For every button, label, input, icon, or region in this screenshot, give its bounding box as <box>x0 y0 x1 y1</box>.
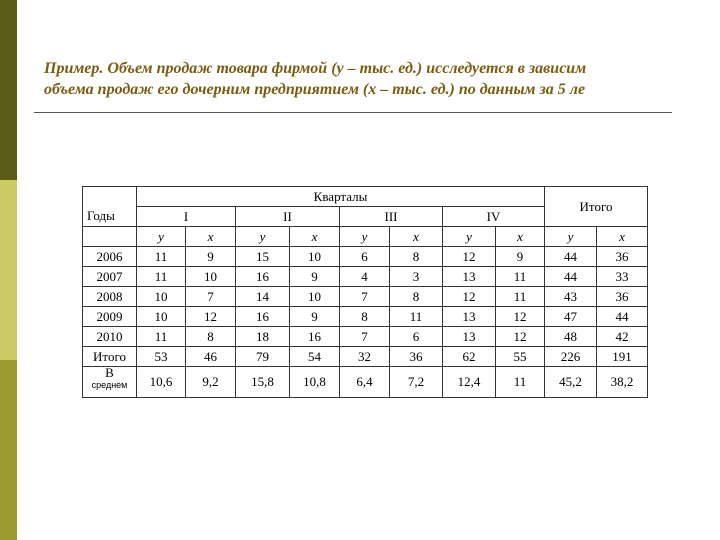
table-cell: 11 <box>496 267 545 287</box>
average-cell: 9,2 <box>186 367 236 398</box>
average-label <box>83 367 137 398</box>
table-cell: 44 <box>597 307 648 327</box>
table-cell: 6 <box>340 247 390 267</box>
average-cell: 10,8 <box>290 367 340 398</box>
sub-y: y <box>137 227 186 247</box>
row-label: 2009 <box>83 307 137 327</box>
table-cell: 7 <box>186 287 236 307</box>
table-cell: 6 <box>390 327 443 347</box>
table-cell: 54 <box>290 347 340 367</box>
quarter-header: II <box>236 207 340 227</box>
header-row-1 <box>83 187 648 207</box>
table-cell: 11 <box>390 307 443 327</box>
sub-y: y <box>443 227 496 247</box>
average-label-top: В <box>105 365 114 380</box>
table-cell: 11 <box>496 287 545 307</box>
table-cell: 36 <box>597 247 648 267</box>
table-cell: 10 <box>186 267 236 287</box>
table-cell: 10 <box>290 287 340 307</box>
table-cell: 11 <box>137 247 186 267</box>
table-cell: 12 <box>186 307 236 327</box>
header-row-3 <box>83 227 648 247</box>
table-cell: 8 <box>390 287 443 307</box>
table-cell: 13 <box>443 267 496 287</box>
table-cell: 62 <box>443 347 496 367</box>
table-cell: 36 <box>390 347 443 367</box>
table-row <box>83 327 648 347</box>
table-row <box>83 287 648 307</box>
table-cell: 13 <box>443 307 496 327</box>
table-cell: 43 <box>545 287 597 307</box>
average-row <box>83 367 648 398</box>
table-cell: 33 <box>597 267 648 287</box>
title-underline <box>34 112 672 113</box>
table-cell: 8 <box>340 307 390 327</box>
decor-bar-mid <box>0 360 17 540</box>
average-cell: 45,2 <box>545 367 597 398</box>
table-cell: 18 <box>236 327 290 347</box>
row-label: 2007 <box>83 267 137 287</box>
table-cell: 191 <box>597 347 648 367</box>
table-cell: 9 <box>496 247 545 267</box>
table-cell: 4 <box>340 267 390 287</box>
table-cell: 44 <box>545 267 597 287</box>
table-cell: 9 <box>186 247 236 267</box>
table-cell: 10 <box>137 287 186 307</box>
quarter-header: I <box>137 207 236 227</box>
table-cell: 11 <box>137 267 186 287</box>
sub-y: y <box>545 227 597 247</box>
sales-table <box>82 186 648 398</box>
title-line-1: Пример. Объем продаж товара фирмой (y – тыс. ед.) исследуется в зависим <box>44 60 587 77</box>
average-cell: 6,4 <box>340 367 390 398</box>
table-row <box>83 307 648 327</box>
sub-x: x <box>496 227 545 247</box>
header-quarters: Кварталы <box>137 187 545 207</box>
table-cell: 11 <box>137 327 186 347</box>
table-cell: 10 <box>290 247 340 267</box>
table-cell: 47 <box>545 307 597 327</box>
table-cell: 16 <box>236 307 290 327</box>
table-cell: 44 <box>545 247 597 267</box>
sub-y: y <box>340 227 390 247</box>
average-cell: 11 <box>496 367 545 398</box>
table-row <box>83 247 648 267</box>
average-label-bottom: среднем <box>91 380 128 390</box>
header-years: Годы <box>83 207 137 227</box>
average-cell: 10,6 <box>137 367 186 398</box>
row-label: 2006 <box>83 247 137 267</box>
sub-y: y <box>236 227 290 247</box>
table-cell: 55 <box>496 347 545 367</box>
decor-bar-light <box>0 180 17 360</box>
data-rows <box>83 247 648 367</box>
title-line-2: объема продаж его дочерним предприятием (x – тыс. ед.) по данным за 5 ле <box>44 81 586 98</box>
table-cell: 12 <box>496 327 545 347</box>
table-cell: 3 <box>390 267 443 287</box>
quarter-header: III <box>340 207 443 227</box>
slide-title <box>44 58 720 100</box>
table-cell: 7 <box>340 287 390 307</box>
table-cell: 9 <box>290 267 340 287</box>
quarter-header: IV <box>443 207 545 227</box>
table-cell: 12 <box>443 287 496 307</box>
sub-empty <box>83 227 137 247</box>
corner-cell <box>83 187 137 207</box>
table-cell: 12 <box>496 307 545 327</box>
sub-x: x <box>290 227 340 247</box>
average-cell: 12,4 <box>443 367 496 398</box>
table-cell: 12 <box>443 247 496 267</box>
table-cell: 79 <box>236 347 290 367</box>
header-total: Итого <box>545 187 648 227</box>
sub-x: x <box>597 227 648 247</box>
table-cell: 8 <box>186 327 236 347</box>
table-cell: 16 <box>290 327 340 347</box>
table-cell: 9 <box>290 307 340 327</box>
table-cell: 16 <box>236 267 290 287</box>
row-label: 2010 <box>83 327 137 347</box>
table-cell: 13 <box>443 327 496 347</box>
table-cell: 53 <box>137 347 186 367</box>
table-cell: 46 <box>186 347 236 367</box>
average-cell: 15,8 <box>236 367 290 398</box>
table-cell: 32 <box>340 347 390 367</box>
table-cell: 7 <box>340 327 390 347</box>
table-cell: 36 <box>597 287 648 307</box>
sub-x: x <box>390 227 443 247</box>
table-row <box>83 267 648 287</box>
table-cell: 226 <box>545 347 597 367</box>
average-cell: 7,2 <box>390 367 443 398</box>
table-cell: 8 <box>390 247 443 267</box>
decor-bar-dark <box>0 0 17 180</box>
row-label: Итого <box>83 347 137 367</box>
sub-x: x <box>186 227 236 247</box>
table-cell: 48 <box>545 327 597 347</box>
table-cell: 10 <box>137 307 186 327</box>
average-cell: 38,2 <box>597 367 648 398</box>
table-cell: 42 <box>597 327 648 347</box>
table-row <box>83 347 648 367</box>
row-label: 2008 <box>83 287 137 307</box>
table-cell: 14 <box>236 287 290 307</box>
table-cell: 15 <box>236 247 290 267</box>
